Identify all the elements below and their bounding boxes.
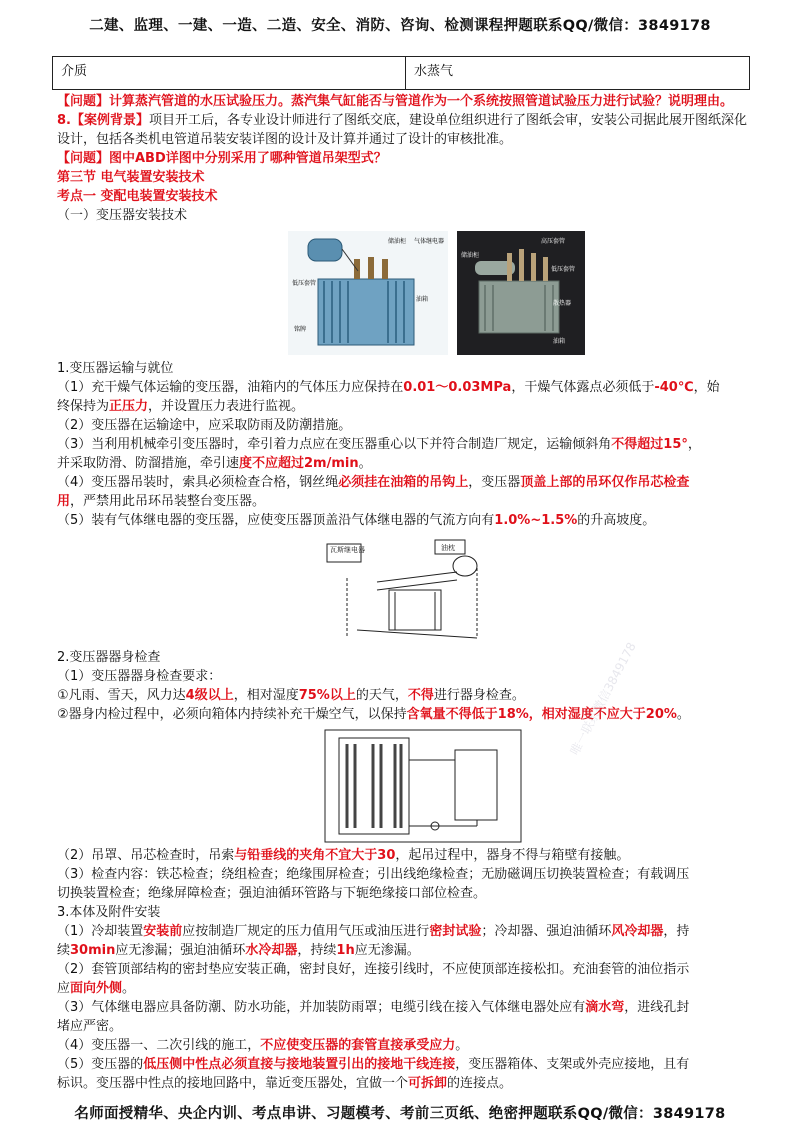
subsection-title: （一）变压器安装技术 [57, 208, 188, 223]
question-1: 【问题】计算蒸汽管道的水压试验压力。蒸汽集气缸能否与管道作为一个系统按照管道试验压力进行试验？说明理由。 [57, 94, 734, 109]
figure-label: 气体继电器 [414, 238, 445, 245]
kaodian-title: 考点一 变配电装置安装技术 [57, 189, 218, 204]
s2-p3-line1: （3）检查内容：铁芯检查；绕组检查；绝缘围屏检查；引出线绝缘检查；无励磁调压切换装置检查；有载调压 [57, 867, 690, 882]
transformer-figure [57, 229, 755, 359]
figure-label: 低压套管 [551, 266, 576, 273]
s2-c1: ①凡雨、雪天，风力达4级以上，相对湿度75%以上的天气，不得进行器身检查。 [57, 688, 525, 703]
s3-p3-line1: （3）气体继电器应具备防潮、防水功能，并加装防雨罩；电缆引线在接入气体继电器处应有滴水弯，进线孔封 [57, 1000, 690, 1015]
figure-label: 油枕 [441, 544, 455, 552]
s1-p4-line2: 用，严禁用此吊环吊装整台变压器。 [57, 494, 266, 509]
slope-diagram [57, 536, 755, 646]
s2-c2: ②器身内检过程中，必须向箱体内持续补充干燥空气，以保持含氧量不得低于18%，相对湿度不应大于20%。 [57, 707, 690, 722]
s3-p3-line2: 堵应严密。 [57, 1019, 123, 1034]
s2-title: 2.变压器器身检查 [57, 650, 161, 665]
case-8: 8.【案例背景】项目开工后，各专业设计师进行了图纸交底，建设单位组织进行了图纸会审，安装公司据此展开图纸深化设计，包括各类机电管道吊装安装详图的设计及计算并通过了设计的审核批准。 [57, 113, 747, 147]
slope-figure [57, 536, 755, 648]
watermark: 唯一联系微信3849178 [567, 640, 639, 758]
figure-label: 油箱 [416, 296, 429, 303]
table-cell-label: 介质 [53, 57, 406, 89]
figure-label: 铭牌 [294, 326, 307, 333]
s3-p4: （4）变压器一、二次引线的施工，不应使变压器的套管直接承受应力。 [57, 1038, 469, 1053]
figure-label: 高压套管 [541, 238, 566, 245]
s2-p2: （2）吊罩、吊芯检查时，吊索与铅垂线的夹角不宜大于30，起吊过程中，器身不得与箱壁有接触。 [57, 848, 630, 863]
s2-p1: （1）变压器器身检查要求： [57, 669, 222, 684]
page-footer: 名师面授精华、央企内训、考点串讲、习题模考、考前三页纸、绝密押题联系QQ/微信：3849178 [74, 1106, 726, 1122]
s3-p1-line1: （1）冷却装置安装前应按制造厂规定的压力值用气压或油压进行密封试验；冷却器、强迫油循环风冷却器，持 [57, 924, 690, 939]
document-body [57, 92, 755, 1093]
page-header: 二建、监理、一建、一造、二造、安全、消防、咨询、检测课程押题联系QQ/微信：3849178 [89, 18, 711, 34]
figure-label: 油箱 [553, 338, 566, 345]
s1-p4-line1: （4）变压器吊装时，索具必须检查合格，钢丝绳必须挂在油箱的吊钩上，变压器顶盖上部的吊环仅作吊芯检查 [57, 475, 690, 490]
s1-title: 1.变压器运输与就位 [57, 361, 174, 376]
s3-title: 3.本体及附件安装 [57, 905, 161, 920]
s1-p1-line1: （1）充干燥气体运输的变压器，油箱内的气体压力应保持在0.01～0.03MPa，干燥气体露点必须低于-40℃，始 [57, 380, 720, 395]
figure-label: 储油柜 [461, 252, 480, 259]
s3-p5-line1: （5）变压器的低压侧中性点必须直接与接地装置引出的接地干线连接，变压器箱体、支架或外壳应接地，且有 [57, 1057, 690, 1072]
figure-label: 散热器 [553, 300, 572, 307]
s1-p5: （5）装有气体继电器的变压器，应使变压器顶盖沿气体继电器的气流方向有1.0%~1.5%的升高坡度。 [57, 513, 656, 528]
section-title: 第三节 电气装置安装技术 [57, 170, 205, 185]
figure-label: 储油柜 [388, 238, 407, 245]
s3-p2-line1: （2）套管顶部结构的密封垫应安装正确，密封良好，连接引线时，不应使顶部连接松扣。充油套管的油位指示 [57, 962, 690, 977]
s3-p5-line2: 标识。变压器中性点的接地回路中，靠近变压器处，宜做一个可拆卸的连接点。 [57, 1076, 513, 1091]
figure-label: 瓦斯继电器 [330, 546, 365, 554]
s3-p1-line2: 续30min应无渗漏；强迫油循环水冷却器，持续1h应无渗漏。 [57, 943, 420, 958]
inspection-figure [57, 728, 755, 846]
s1-p3-line1: （3）当利用机械牵引变压器时，牵引着力点应在变压器重心以下并符合制造厂规定，运输倾斜角不得超过15°， [57, 437, 701, 452]
s2-p3-line2: 切换装置检查；绝缘屏障检查；强迫油循环管路与下轭绝缘接口部位检查。 [57, 886, 487, 901]
table-cell-value: 水蒸气 [414, 64, 454, 79]
figure-label: 低压套管 [292, 280, 317, 287]
inspection-diagram [57, 728, 755, 844]
question-2: 【问题】图中ABD详图中分别采用了哪种管道吊架型式？ [57, 151, 387, 166]
transformer-illustration [57, 229, 755, 357]
medium-table [52, 56, 750, 90]
s1-p3-line2: 并采取防滑、防溜措施，牵引速度不应超过2m/min。 [57, 456, 372, 471]
s3-p2-line2: 应面向外侧。 [57, 981, 136, 996]
s1-p1-line2: 终保持为正压力，并设置压力表进行监视。 [57, 399, 305, 414]
s1-p2: （2）变压器在运输途中，应采取防雨及防潮措施。 [57, 418, 352, 433]
